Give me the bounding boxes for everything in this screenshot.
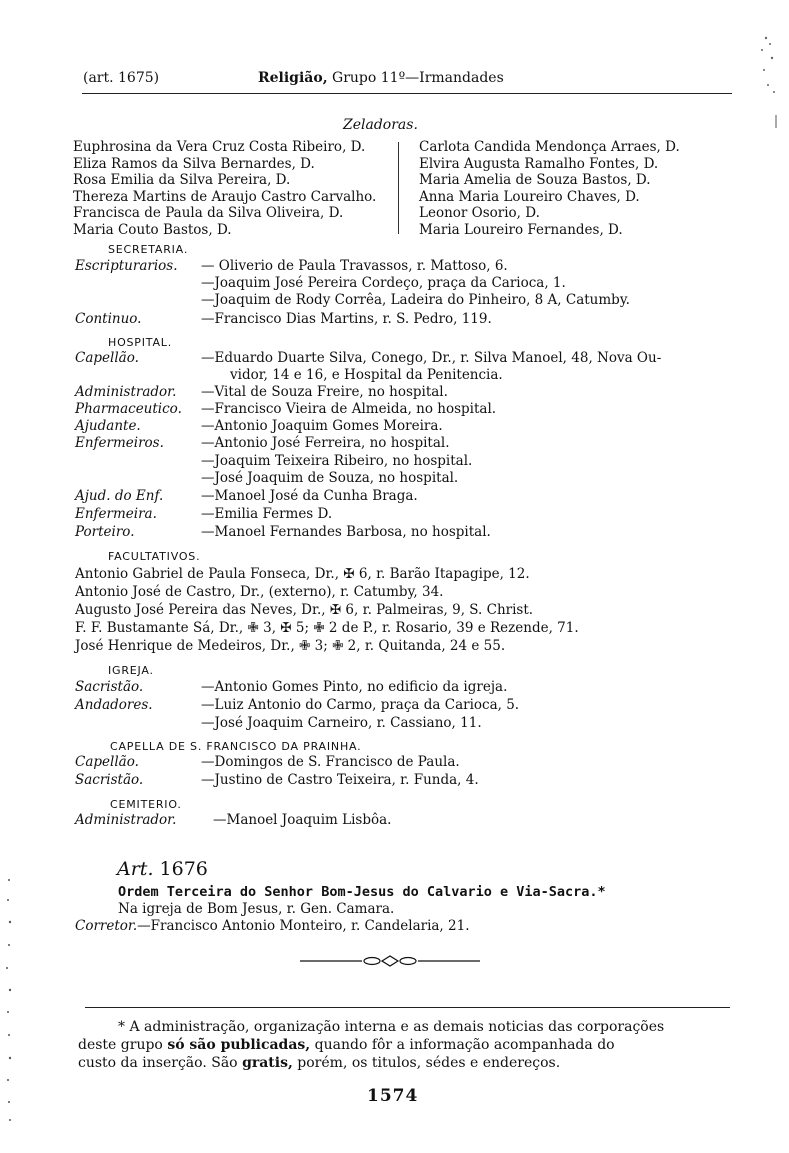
row-text: —Antonio José Ferreira, no hospital.: [201, 435, 450, 451]
footnote-line-2: [78, 1036, 728, 1054]
capella-heading: CAPELLA DE S. FRANCISCO DA PRAINHA.: [110, 740, 362, 753]
scan-margin-noise-right: [752, 30, 782, 130]
column-divider: [398, 142, 399, 234]
row-role: Enfermeiros.: [75, 435, 164, 451]
footnote-emphasis: gratis,: [242, 1055, 293, 1071]
facultativo-entry: José Henrique de Medeiros, Dr., ✙ 3; ✙ 2, r. Quitanda, 24 e 55.: [75, 638, 506, 654]
page-number: 1574: [367, 1086, 419, 1106]
zeladora-entry: Maria Couto Bastos, D.: [73, 221, 232, 238]
article-title: Ordem Terceira do Senhor Bom-Jesus do Calvario e Via-Sacra.*: [118, 884, 606, 900]
zeladora-entry: Euphrosina da Vera Cruz Costa Ribeiro, D.: [73, 139, 366, 155]
row-text: vidor, 14 e 16, e Hospital da Penitencia.: [230, 367, 503, 383]
facultativo-entry: Antonio Gabriel de Paula Fonseca, Dr., ✠ 6, r. Barão Itapagipe, 12.: [75, 566, 530, 582]
row-text: —Vital de Souza Freire, no hospital.: [201, 384, 448, 400]
row-text: —Justino de Castro Teixeira, r. Funda, 4.: [201, 772, 479, 788]
zeladora-entry: Thereza Martins de Araujo Castro Carvalho.: [73, 188, 377, 205]
row-role: Ajud. do Enf.: [75, 488, 164, 504]
footnote-line-1: * A administração, organização interna e as demais noticias das corporações: [118, 1019, 665, 1035]
article-heading: [117, 858, 208, 880]
zeladoras-left-column: [73, 139, 401, 238]
article-corretor: [75, 918, 469, 935]
zeladora-entry: Anna Maria Loureiro Chaves, D.: [419, 188, 640, 205]
zeladora-entry: Carlota Candida Mendonça Arraes, D.: [419, 139, 680, 155]
row-text: —Eduardo Duarte Silva, Conego, Dr., r. Silva Manoel, 48, Nova Ou-: [201, 350, 662, 366]
header-title-bold: Religião,: [258, 70, 328, 86]
row-text: — Oliverio de Paula Travassos, r. Mattoso, 6.: [201, 258, 508, 274]
row-text: —Emilia Fermes D.: [201, 506, 333, 522]
row-role: Porteiro.: [75, 524, 135, 540]
footnote-text: porém, os titulos, sédes e endereços.: [292, 1055, 561, 1071]
row-text: —José Joaquim de Souza, no hospital.: [201, 470, 459, 486]
zeladoras-right-column: [419, 139, 739, 238]
zeladora-entry: Maria Loureiro Fernandes, D.: [419, 221, 623, 238]
zeladora-entry: Eliza Ramos da Silva Bernardes, D.: [73, 155, 315, 172]
cemiterio-heading: CEMITERIO.: [110, 798, 182, 811]
row-text: —Manoel Joaquim Lisbôa.: [213, 812, 392, 828]
article-number: 1676: [159, 858, 208, 880]
header-title: [258, 70, 504, 86]
ornament-loop-right: [400, 958, 416, 965]
zeladoras-heading: Zeladoras.: [343, 117, 418, 133]
row-text: —Luiz Antonio do Carmo, praça da Carioca, 5.: [201, 697, 520, 713]
corretor-role: Corretor.: [75, 918, 138, 934]
ornament-diamond: [382, 956, 398, 966]
zeladora-entry: Francisca de Paula da Silva Oliveira, D.: [73, 205, 344, 221]
row-text: —Domingos de S. Francisco de Paula.: [201, 754, 460, 770]
row-text: —Antonio Joaquim Gomes Moreira.: [201, 418, 443, 434]
footnote-text: deste grupo: [78, 1037, 168, 1053]
corretor-text: —Francisco Antonio Monteiro, r. Candelaria, 21.: [137, 918, 470, 934]
row-role: Enfermeira.: [75, 506, 157, 522]
zeladora-entry: Leonor Osorio, D.: [419, 205, 540, 221]
row-text: —José Joaquim Carneiro, r. Cassiano, 11.: [201, 715, 482, 731]
row-text: —Manoel Fernandes Barbosa, no hospital.: [201, 524, 491, 540]
zeladora-entry: Maria Amelia de Souza Bastos, D.: [419, 172, 651, 188]
ornament-divider: [300, 954, 480, 968]
row-role: Andadores.: [75, 697, 153, 713]
header-rule: [82, 93, 732, 94]
row-role: Capellão.: [75, 754, 139, 770]
header-title-rest: Grupo 11º—Irmandades: [327, 70, 504, 86]
row-text: —Francisco Vieira de Almeida, no hospital.: [201, 401, 497, 417]
footnote-rule: [85, 1007, 730, 1008]
facultativo-entry: F. F. Bustamante Sá, Dr., ✙ 3, ✠ 5; ✙ 2 de P., r. Rosario, 39 e Rezende, 71.: [75, 620, 579, 636]
facultativo-entry: Augusto José Pereira das Neves, Dr., ✠ 6, r. Palmeiras, 9, S. Christ.: [75, 602, 534, 618]
facultativo-entry: Antonio José de Castro, Dr., (externo), r. Catumby, 34.: [75, 584, 444, 600]
zeladora-entry: Elvira Augusta Ramalho Fontes, D.: [419, 155, 659, 172]
row-text: —Joaquim Teixeira Ribeiro, no hospital.: [201, 453, 473, 469]
row-role: Sacristão.: [75, 772, 144, 788]
row-role: Escripturarios.: [75, 258, 178, 274]
article-location: Na igreja de Bom Jesus, r. Gen. Camara.: [118, 901, 395, 917]
row-text: —Joaquim de Rody Corrêa, Ladeira do Pinheiro, 8 A, Catumby.: [201, 292, 630, 308]
row-role: Continuo.: [75, 311, 142, 327]
footnote-line-3: [78, 1054, 728, 1072]
row-role: Administrador.: [75, 812, 177, 828]
footnote-text: quando fôr a informação acompanhada do: [310, 1037, 615, 1053]
row-text: —Joaquim José Pereira Cordeço, praça da Carioca, 1.: [201, 275, 566, 291]
row-text: —Manoel José da Cunha Braga.: [201, 488, 418, 504]
hospital-heading: HOSPITAL.: [108, 336, 173, 349]
header-article-ref: (art. 1675): [83, 70, 160, 86]
row-role: Ajudante.: [75, 418, 141, 434]
footnote-text: custo da inserção. São: [78, 1055, 243, 1071]
footnote: [78, 1018, 728, 1072]
row-text: —Francisco Dias Martins, r. S. Pedro, 119.: [201, 311, 492, 327]
ornament-loop-left: [364, 958, 380, 965]
row-text: —Antonio Gomes Pinto, no edificio da igreja.: [201, 679, 508, 695]
zeladora-entry: Rosa Emilia da Silva Pereira, D.: [73, 172, 291, 188]
article-label: Art.: [117, 858, 154, 880]
row-role: Sacristão.: [75, 679, 144, 695]
footnote-emphasis: só são publicadas,: [167, 1037, 311, 1053]
row-role: Capellão.: [75, 350, 139, 366]
scan-margin-noise-left: [0, 870, 18, 1130]
facultativos-heading: FACULTATIVOS.: [108, 550, 201, 563]
row-role: Pharmaceutico.: [75, 401, 182, 417]
igreja-heading: IGREJA.: [108, 664, 154, 677]
running-header: [83, 70, 673, 92]
row-role: Administrador.: [75, 384, 177, 400]
secretaria-heading: SECRETARIA.: [108, 243, 189, 256]
